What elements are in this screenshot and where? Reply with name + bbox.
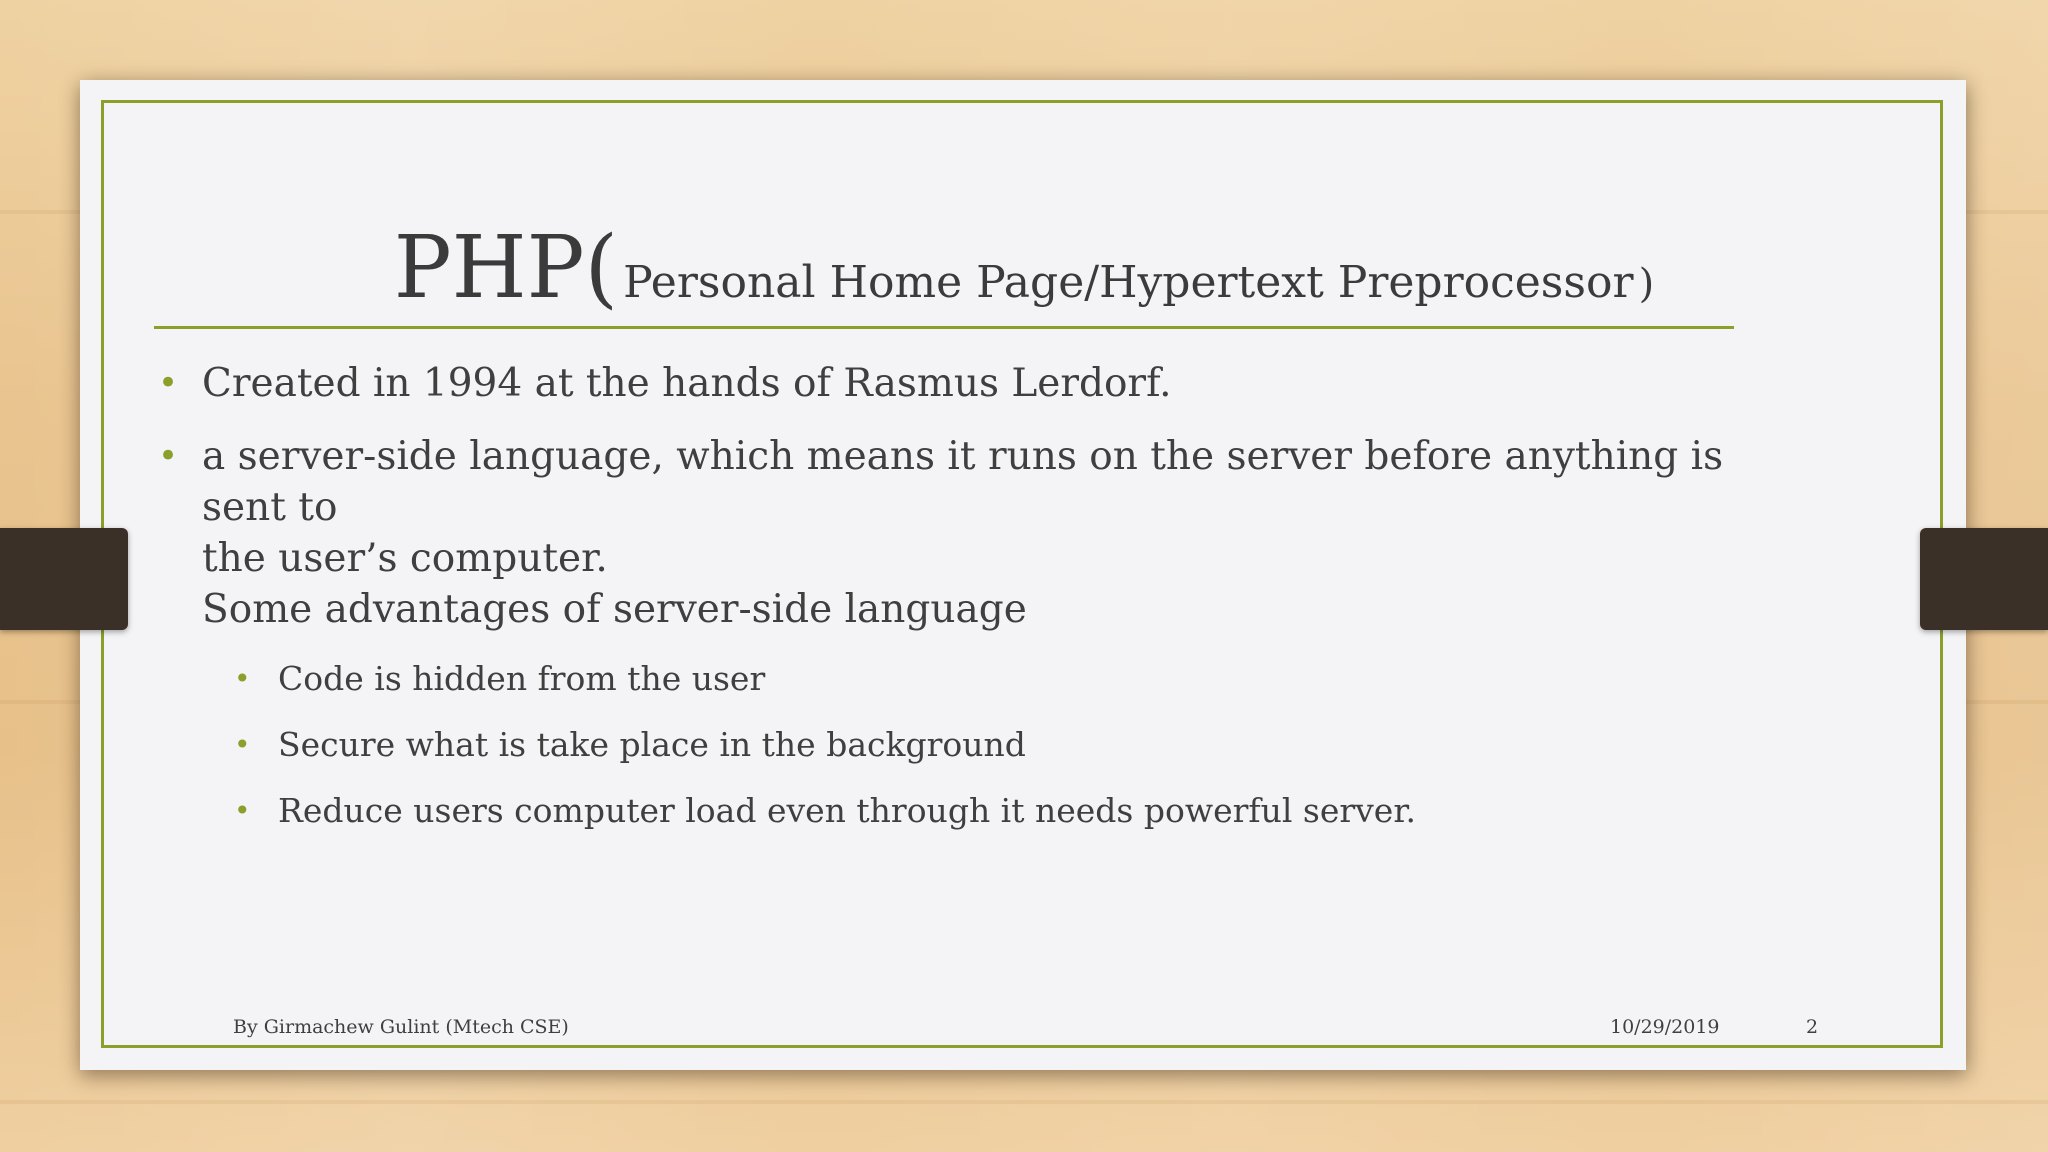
sub-bullet-text: Reduce users computer load even through it needs powerful server.: [278, 791, 1416, 830]
slide-number: 2: [1806, 1016, 1819, 1038]
footer-date: 10/29/2019: [1610, 1016, 1720, 1038]
bullet-text-line: Some advantages of server-side language: [202, 587, 1027, 632]
left-binder-clip: [0, 528, 128, 630]
bullet-text: Created in 1994 at the hands of Rasmus Lerdorf.: [202, 361, 1172, 406]
right-binder-clip: [1920, 528, 2048, 630]
bullet-list: [154, 358, 1794, 855]
bullet-dot-icon: •: [158, 436, 179, 476]
bullet-item: [154, 358, 1794, 409]
bullet-dot-icon: •: [234, 794, 251, 827]
bullet-dot-icon: •: [234, 662, 251, 695]
title-main: PHP(: [393, 218, 619, 318]
sub-bullet-item: [154, 723, 1794, 767]
sub-bullet-item: [154, 657, 1794, 701]
title-close-paren: ): [1638, 261, 1655, 307]
bullet-text-line: a server-side language, which means it runs on the server before anything is sent to: [202, 434, 1724, 530]
bullet-dot-icon: •: [234, 728, 251, 761]
bullet-dot-icon: •: [158, 363, 179, 403]
title-divider: [154, 326, 1734, 329]
bullet-text-line: the user’s computer.: [202, 536, 608, 581]
footer-author: By Girmachew Gulint (Mtech CSE): [233, 1016, 569, 1038]
wood-grain: [0, 1100, 2048, 1104]
sub-bullet-item: [154, 789, 1794, 833]
sub-bullet-text: Secure what is take place in the background: [278, 725, 1026, 764]
sub-bullet-text: Code is hidden from the user: [278, 659, 766, 698]
title-subtitle: Personal Home Page/Hypertext Preprocessor: [623, 257, 1634, 308]
bullet-item: [154, 431, 1794, 635]
slide-title: [0, 218, 2048, 318]
